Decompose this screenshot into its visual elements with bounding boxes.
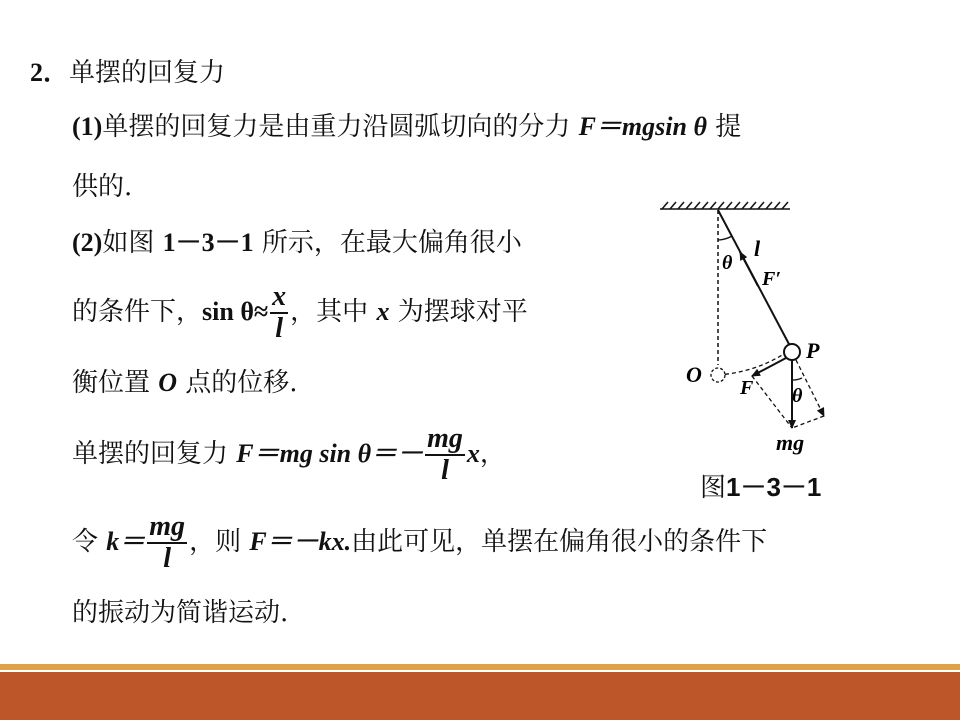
figure-reference: 1－3－1 [162, 228, 254, 257]
p2-line2-c: 为摆球对平 [389, 297, 528, 327]
p2-line2-a: 的条件下， [72, 297, 203, 327]
label-P: P [806, 338, 820, 363]
point-O: O [158, 368, 178, 397]
p2-text-b: 所示，在最大偏角很小 [253, 228, 522, 258]
paragraph-2-line-2 [72, 282, 528, 344]
caption-number: 1－3－1 [726, 472, 822, 502]
p1-text-end: 提 [706, 112, 742, 142]
pendulum-bob [784, 344, 800, 360]
item-label-1: (1) [72, 112, 103, 141]
angle-arc-top [718, 236, 732, 240]
p2-text-a: 如图 [102, 228, 163, 258]
label-mg: mg [776, 430, 805, 455]
footer-bar [0, 672, 960, 720]
var-x: x [466, 439, 480, 468]
formula-k: k＝ [106, 527, 146, 556]
var-x: x [376, 297, 390, 326]
frac-numerator: mg [149, 511, 186, 542]
formula-sin-approx: sin θ≈ [202, 297, 269, 326]
label-F: F [740, 377, 754, 399]
item-label-2: (2) [72, 228, 103, 257]
p2-line3-b: 点的位移. [177, 368, 298, 398]
decomposition-line-2 [792, 416, 824, 428]
section-heading [30, 56, 225, 90]
paragraph-2-line-3 [72, 366, 298, 400]
p4-text-a: 令 [72, 527, 107, 557]
frac-numerator: mg [427, 423, 463, 454]
frac-numerator: x [272, 281, 287, 312]
paragraph-1-line-1 [72, 110, 741, 144]
fraction-x-over-l [270, 282, 288, 344]
fraction-mg-over-l [425, 424, 465, 486]
angle-arc-bottom [792, 378, 802, 380]
caption-prefix: 图 [700, 473, 727, 503]
formula-restoring-force: F＝mg sin θ＝－ [236, 439, 424, 468]
p1-text: 单摆的回复力是由重力沿圆弧切向的分力 [102, 112, 579, 142]
paragraph-1-line-2: 供的. [72, 172, 133, 202]
label-theta-bottom: θ [792, 385, 803, 407]
decomposition-line-1 [752, 376, 792, 428]
paragraph-3 [72, 422, 506, 486]
p3-text-a: 单摆的回复力 [72, 439, 237, 469]
figure-caption [700, 470, 821, 505]
p4-text-c: 由此可见，单摆在偏角很小的条件下 [351, 527, 768, 557]
formula-hooke: F＝－kx. [249, 527, 352, 556]
restoring-force-arrow [752, 358, 786, 376]
frac-denominator: l [163, 543, 172, 574]
footer-accent-bar [0, 664, 960, 670]
paragraph-4-line-2: 的振动为简谐运动. [72, 598, 289, 628]
p2-line2-b: ，其中 [290, 297, 377, 327]
paragraph-4-line-1 [72, 510, 767, 574]
p3-tail: ， [479, 439, 506, 469]
p2-line3-a: 衡位置 [72, 368, 159, 398]
label-l: l [754, 236, 761, 261]
section-title: 单摆的回复力 [69, 58, 226, 88]
formula-tangent-force: F＝mgsin θ [578, 112, 707, 141]
pendulum-diagram [640, 190, 860, 460]
frac-denominator: l [441, 455, 449, 486]
frac-denominator: l [275, 313, 284, 344]
label-F-prime: F′ [762, 268, 781, 290]
equilibrium-point-circle [711, 368, 725, 382]
paragraph-2-line-1 [72, 226, 522, 260]
section-number: 2． [30, 58, 70, 87]
label-theta-top: θ [722, 252, 733, 274]
ceiling-hatch [660, 202, 790, 209]
fraction-k [147, 512, 187, 574]
label-O: O [686, 362, 702, 387]
p4-text-b: ，则 [189, 527, 250, 557]
